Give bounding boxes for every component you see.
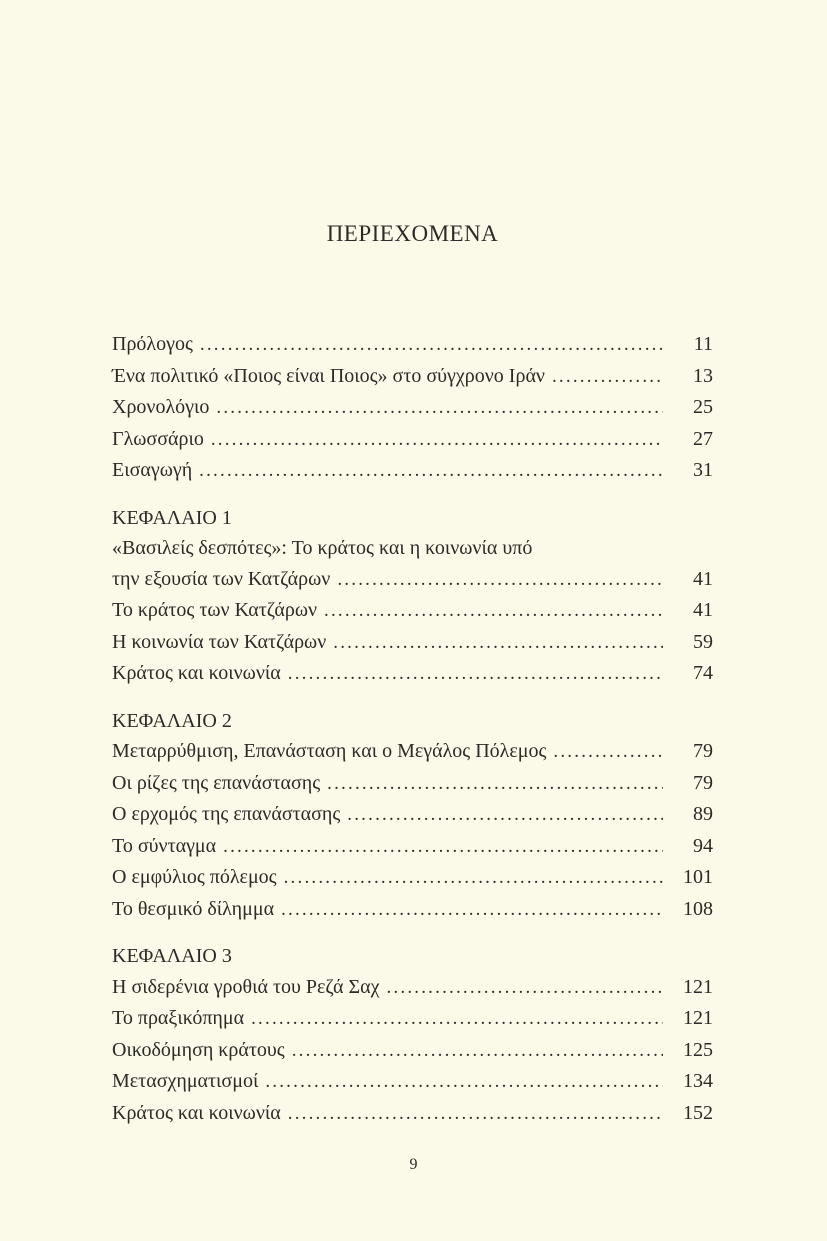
dot-leader: [211, 425, 663, 456]
toc-entry: [112, 1066, 713, 1098]
toc-entry-page: 108: [683, 897, 713, 920]
toc-entry-page: 13: [693, 364, 713, 387]
toc-entry-label: Ένα πολιτικό «Ποιος είναι Ποιος» στο σύγχρονο Ιράν: [112, 364, 545, 387]
toc-entry-label: την εξουσία των Κατζάρων: [112, 567, 331, 590]
toc-entry-label: Το θεσμικό δίλημμα: [112, 897, 275, 920]
toc-entry-label: Κράτος και κοινωνία: [112, 662, 281, 684]
dot-leader: [284, 863, 663, 894]
toc-entry: [112, 595, 713, 627]
toc-entry-page: 79: [693, 771, 713, 794]
toc-entry-label: Το κράτος των Κατζάρων: [112, 599, 318, 621]
toc-entry-label: Πρόλογος: [112, 333, 193, 355]
toc-entry: [112, 736, 713, 768]
dot-leader: [552, 362, 663, 393]
folio-page-number: 9: [409, 1156, 418, 1173]
toc-entry: [112, 1098, 713, 1130]
toc-entry-label: Η σιδερένια γροθιά του Ρεζά Σαχ: [112, 975, 380, 998]
toc-entry-line1: [112, 533, 713, 564]
toc-entry-page: 41: [693, 599, 713, 621]
chapter-heading-label: ΚΕΦΑΛΑΙΟ 2: [112, 709, 232, 732]
toc-entry-page: 79: [693, 740, 713, 762]
toc-entry-page: 41: [693, 567, 713, 590]
toc-entry-page: 134: [683, 1070, 713, 1092]
toc-entry: [112, 329, 713, 361]
toc-entry: [112, 627, 713, 659]
toc-entry-label: Η κοινωνία των Κατζάρων: [112, 630, 327, 653]
table-of-contents: [112, 329, 713, 1129]
toc-entry-label: Εισαγωγή: [112, 459, 193, 481]
toc-entry-page: 94: [693, 834, 713, 857]
toc-entry-page: 59: [693, 630, 713, 653]
dot-leader: [216, 393, 663, 424]
toc-entry: [112, 768, 713, 800]
toc-entry-label: Το πραξικόπημα: [112, 1007, 245, 1029]
dot-leader: [199, 456, 663, 487]
dot-leader: [288, 659, 663, 690]
dot-leader: [333, 628, 663, 659]
toc-entry-page: 152: [683, 1101, 713, 1124]
toc-entry-page: 89: [693, 803, 713, 825]
dot-leader: [324, 596, 663, 627]
toc-entry: [112, 361, 713, 393]
toc-entry-label: Μεταρρύθμιση, Επανάσταση και ο Μεγάλος Πόλεμος: [112, 740, 547, 762]
toc-entry: [112, 862, 713, 894]
toc-entry-label: Οι ρίζες της επανάστασης: [112, 771, 321, 794]
dot-leader: [292, 1036, 663, 1067]
dot-leader: [251, 1004, 663, 1035]
dot-leader: [223, 832, 663, 863]
dot-leader: [347, 800, 663, 831]
chapter-heading: [112, 706, 713, 737]
toc-entry-label: Μετασχηματισμοί: [112, 1070, 259, 1092]
toc-entry: [112, 658, 713, 690]
dot-leader: [386, 973, 663, 1004]
dot-leader: [200, 330, 663, 361]
dot-leader: [553, 737, 663, 768]
dot-leader: [327, 769, 663, 800]
page-title: ΠΕΡΙΕΧΟΜΕΝΑ: [326, 221, 499, 246]
chapter-heading: [112, 941, 713, 972]
toc-entry-page: 101: [683, 866, 713, 888]
dot-leader: [337, 565, 663, 596]
toc-entry: [112, 972, 713, 1004]
toc-entry-page: 121: [683, 1007, 713, 1029]
toc-entry-label: Οικοδόμηση κράτους: [112, 1038, 285, 1061]
chapter-heading: [112, 503, 713, 534]
toc-entry: [112, 424, 713, 456]
page-content: [112, 0, 713, 1129]
chapter-heading-label: ΚΕΦΑΛΑΙΟ 1: [112, 506, 232, 529]
toc-entry-label: Το σύνταγμα: [112, 834, 217, 857]
dot-leader: [288, 1099, 663, 1130]
toc-entry-page: 31: [693, 459, 713, 481]
toc-entry: [112, 455, 713, 487]
toc-entry-label: Χρονολόγιο: [112, 396, 210, 418]
toc-entry: [112, 1035, 713, 1067]
toc-entry: [112, 392, 713, 424]
dot-leader: [281, 895, 663, 926]
toc-entry: [112, 799, 713, 831]
toc-entry: [112, 564, 713, 596]
chapter-heading-label: ΚΕΦΑΛΑΙΟ 3: [112, 945, 232, 967]
toc-entry-page: 74: [693, 662, 713, 684]
toc-entry-page: 27: [693, 427, 713, 450]
toc-entry-label: «Βασιλείς δεσπότες»: Το κράτος και η κοινωνία υπό: [112, 537, 533, 559]
toc-entry-label: Ο εμφύλιος πόλεμος: [112, 866, 277, 888]
toc-entry-label: Γλωσσάριο: [112, 427, 204, 450]
toc-entry-page: 121: [683, 975, 713, 998]
toc-entry: [112, 1003, 713, 1035]
toc-entry-page: 25: [693, 396, 713, 418]
toc-entry-label: Κράτος και κοινωνία: [112, 1101, 281, 1124]
toc-entry-label: Ο ερχομός της επανάστασης: [112, 803, 341, 825]
toc-entry: [112, 894, 713, 926]
toc-entry-page: 125: [683, 1038, 713, 1061]
dot-leader: [265, 1067, 663, 1098]
toc-entry: [112, 831, 713, 863]
toc-entry-page: 11: [693, 333, 713, 355]
